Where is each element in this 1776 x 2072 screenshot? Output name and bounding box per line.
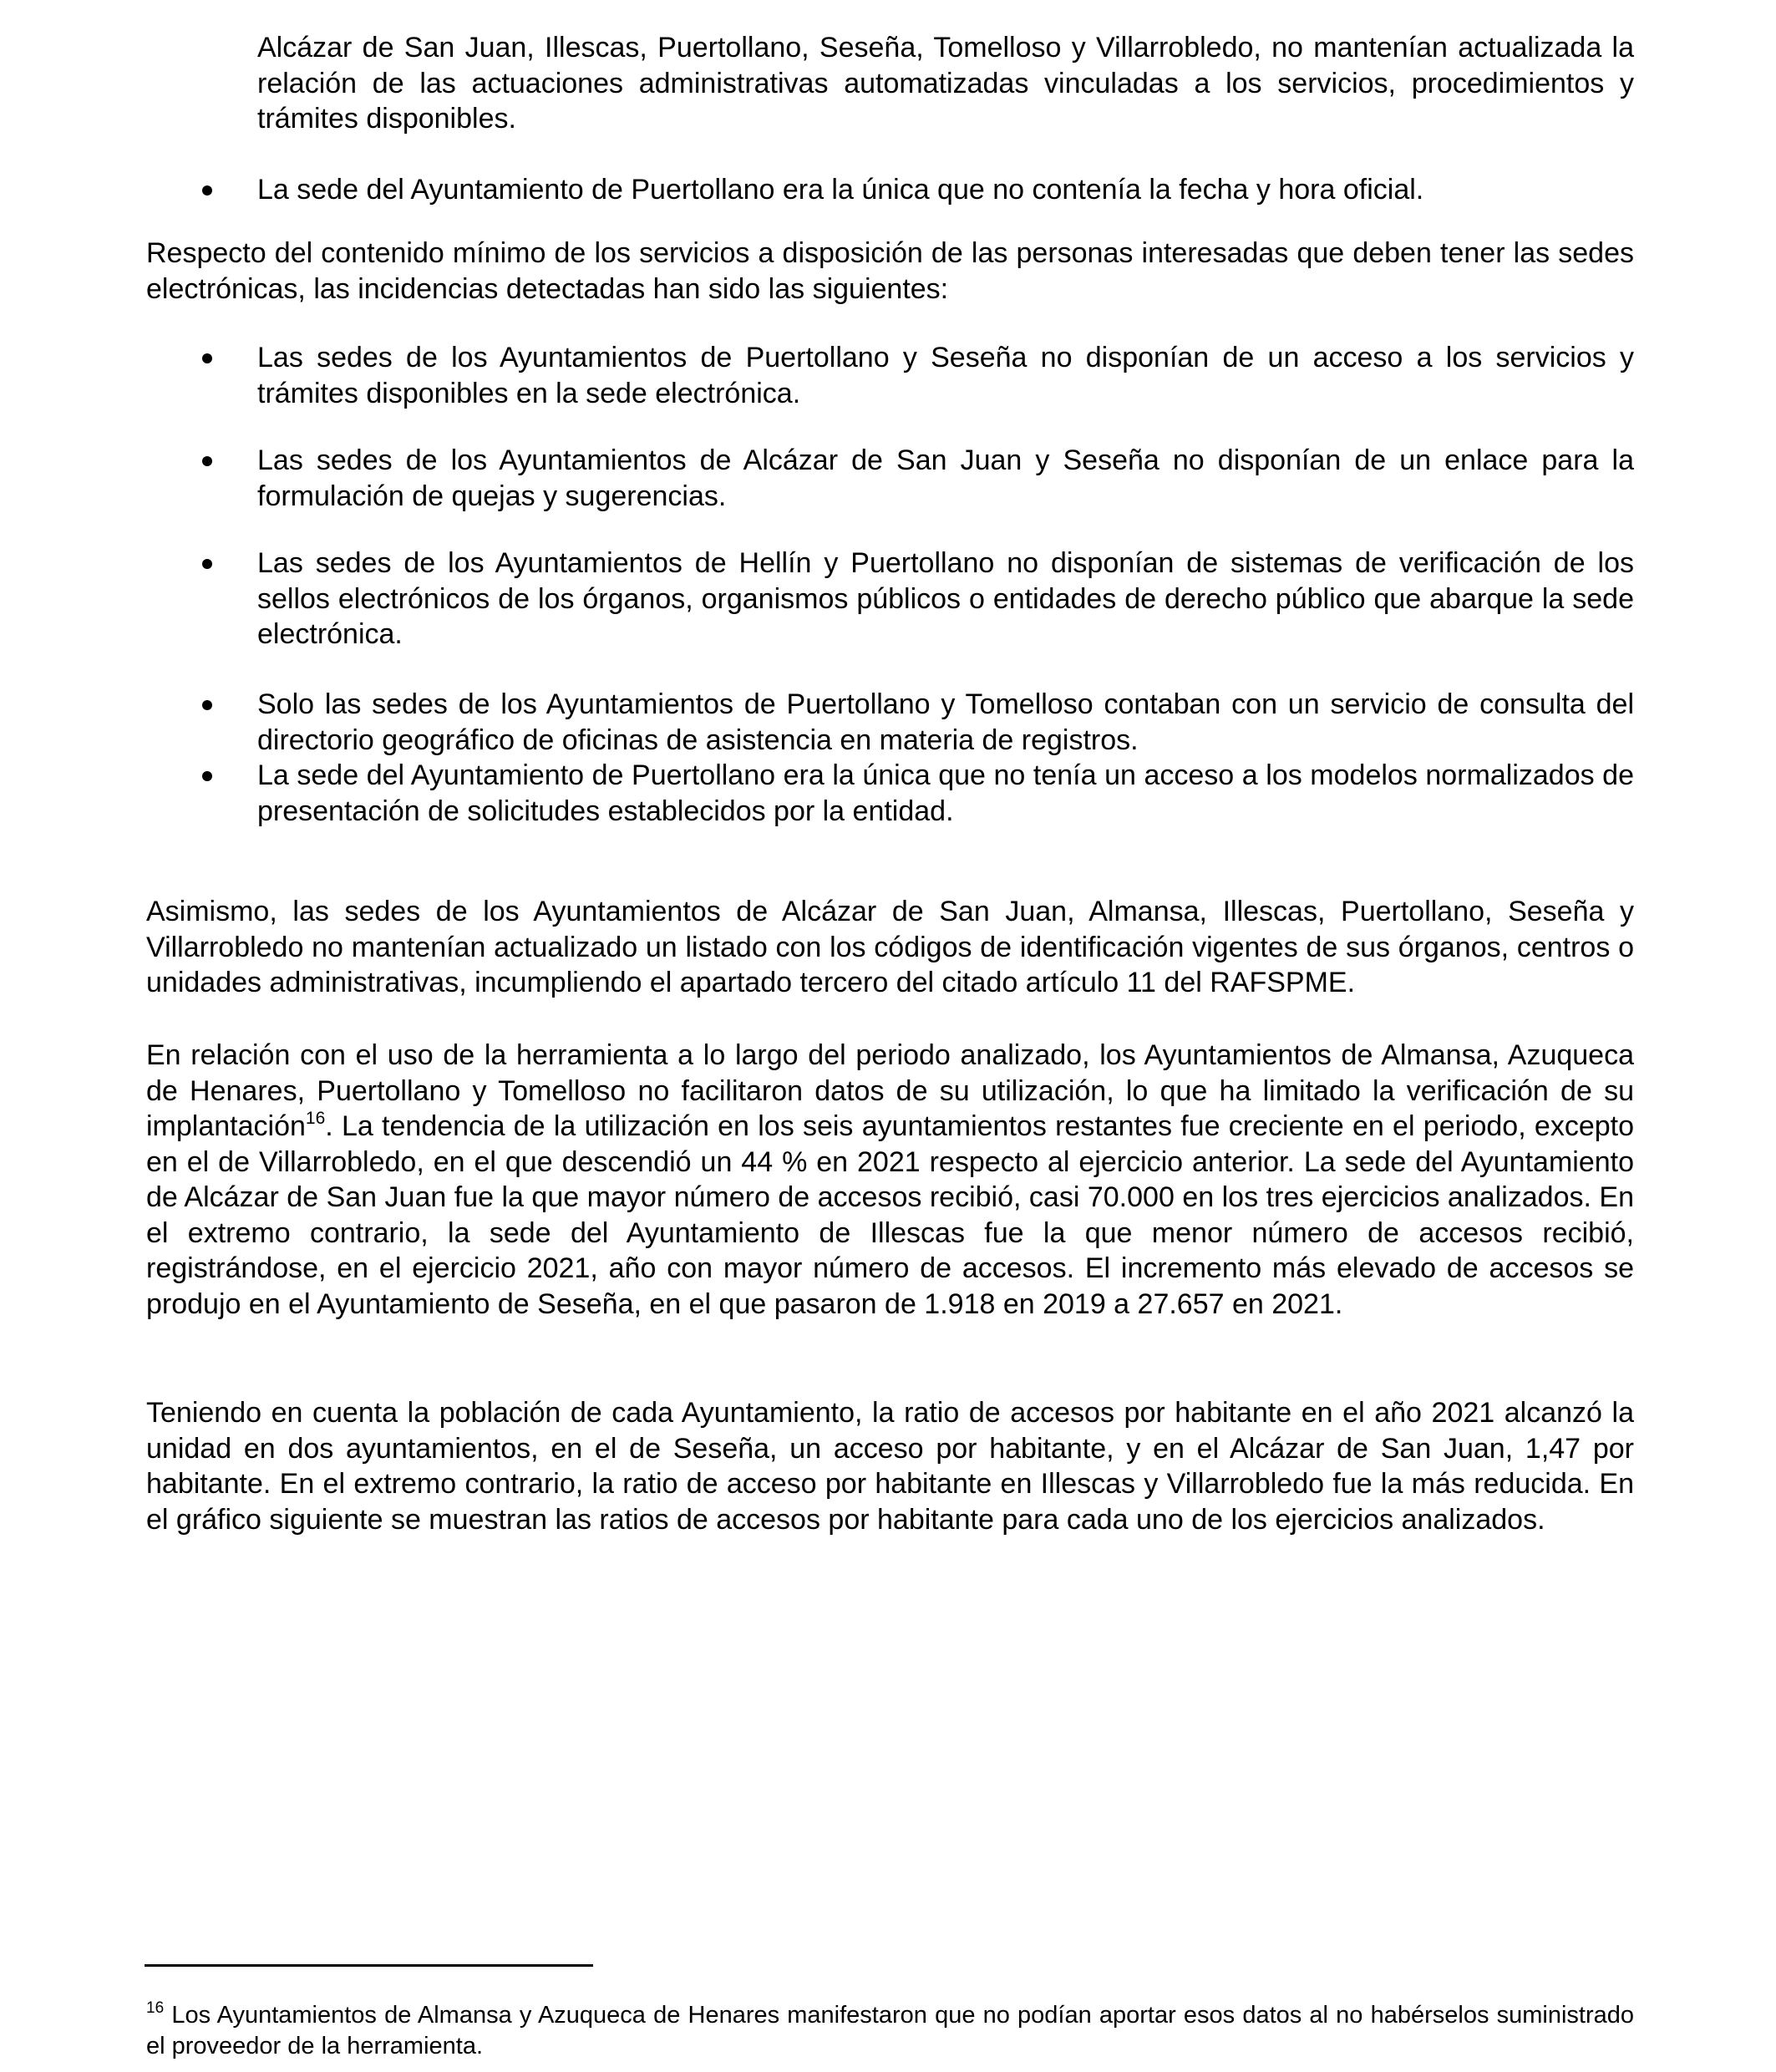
bullet-continuation-text: Alcázar de San Juan, Illescas, Puertollano, Seseña, Tomelloso y Villarrobledo, no mantenían actualizada la relación de las actuaciones administrativas automatizadas vinculadas a los servicios, procedimientos y trámites disponibles.: [257, 32, 1634, 135]
paragraph-ratio-habitante: Teniendo en cuenta la población de cada Ayuntamiento, la ratio de accesos por habitante en el año 2021 alcanzó la unidad en dos ayuntamientos, en el de Seseña, un acceso por habitante, y en el Alcázar de San Juan, 1,47 por habitante. En el extremo contrario, la ratio de acceso por habitante en Illescas y Villarrobledo fue la más reducida. En el gráfico siguiente se muestran las ratios de accesos por habitante para cada uno de los ejercicios analizados.: [146, 1397, 1634, 1536]
footnote-reference[interactable]: 16: [305, 1109, 326, 1128]
bullet-item: Las sedes de los Ayuntamientos de Hellín y Puertollano no disponían de sistemas de verificación de los sellos electrónicos de los órganos, organismos públicos o entidades de derecho público que abarque la sede electrónica.: [257, 547, 1634, 650]
bullet-icon: [202, 185, 212, 196]
footnote-number: 16: [146, 1999, 165, 2017]
bullet-item: Solo las sedes de los Ayuntamientos de Puertollano y Tomelloso contaban con un servicio de consulta del directorio geográfico de oficinas de asistencia en materia de registros.: [257, 688, 1634, 756]
footnote: [146, 2000, 1634, 2062]
bullet-item: Las sedes de los Ayuntamientos de Puertollano y Seseña no disponían de un acceso a los servicios y trámites disponibles en la sede electrónica.: [257, 342, 1634, 409]
paragraph-contenido-minimo: Respecto del contenido mínimo de los servicios a disposición de las personas interesadas que deben tener las sedes electrónicas, las incidencias detectadas han sido las siguientes:: [146, 237, 1634, 305]
bullet-item: Las sedes de los Ayuntamientos de Alcázar de San Juan y Seseña no disponían de un enlace para la formulación de quejas y sugerencias.: [257, 444, 1634, 512]
bullet-icon: [202, 700, 212, 710]
bullet-item-fecha-hora: La sede del Ayuntamiento de Puertollano era la única que no contenía la fecha y hora oficial.: [257, 174, 1424, 206]
bullet-icon: [202, 771, 212, 781]
bullet-icon: [202, 353, 212, 363]
footnote-separator: [145, 1964, 593, 1967]
paragraph-asimismo: Asimismo, las sedes de los Ayuntamientos de Alcázar de San Juan, Almansa, Illescas, Puertollano, Seseña y Villarrobledo no mantenían actualizado un listado con los códigos de identificación vigentes de sus órganos, centros o unidades administrativas, incumpliendo el apartado tercero del citado artículo 11 del RAFSPME.: [146, 896, 1634, 998]
footnote-text: Los Ayuntamientos de Almansa y Azuqueca de Henares manifestaron que no podían aportar esos datos al no habérselos suministrado el proveedor de la herramienta.: [146, 2002, 1634, 2059]
paragraph-uso-text-start: En relación con el uso de la herramienta a lo largo del periodo analizado, los Ayuntamientos de Almansa, Azuqueca de Henares, Puertollano y Tomelloso no facilitaron datos de su utilización, lo que ha limitado la verificación de su implantación: [146, 1039, 1634, 1142]
bullet-icon: [202, 559, 212, 569]
bullet-icon: [202, 456, 212, 466]
paragraph-uso-text-end: . La tendencia de la utilización en los seis ayuntamientos restantes fue creciente en el periodo, excepto en el de Villarrobledo, en el que descendió un 44 % en 2021 respecto al ejercicio anterior. La sede del Ayuntamiento de Alcázar de San Juan fue la que mayor número de accesos recibió, casi 70.000 en los tres ejercicios analizados. En el extremo contrario, la sede del Ayuntamiento de Illescas fue la que menor número de accesos recibió, registrándose, en el ejercicio 2021, año con mayor número de accesos. El incremento más elevado de accesos se produjo en el Ayuntamiento de Seseña, en el que pasaron de 1.918 en 2019 a 27.657 en 2021.: [146, 1110, 1634, 1320]
paragraph-uso-herramienta: [146, 1038, 1634, 1322]
bullet-item: La sede del Ayuntamiento de Puertollano era la única que no tenía un acceso a los modelos normalizados de presentación de solicitudes establecidos por la entidad.: [257, 759, 1634, 827]
